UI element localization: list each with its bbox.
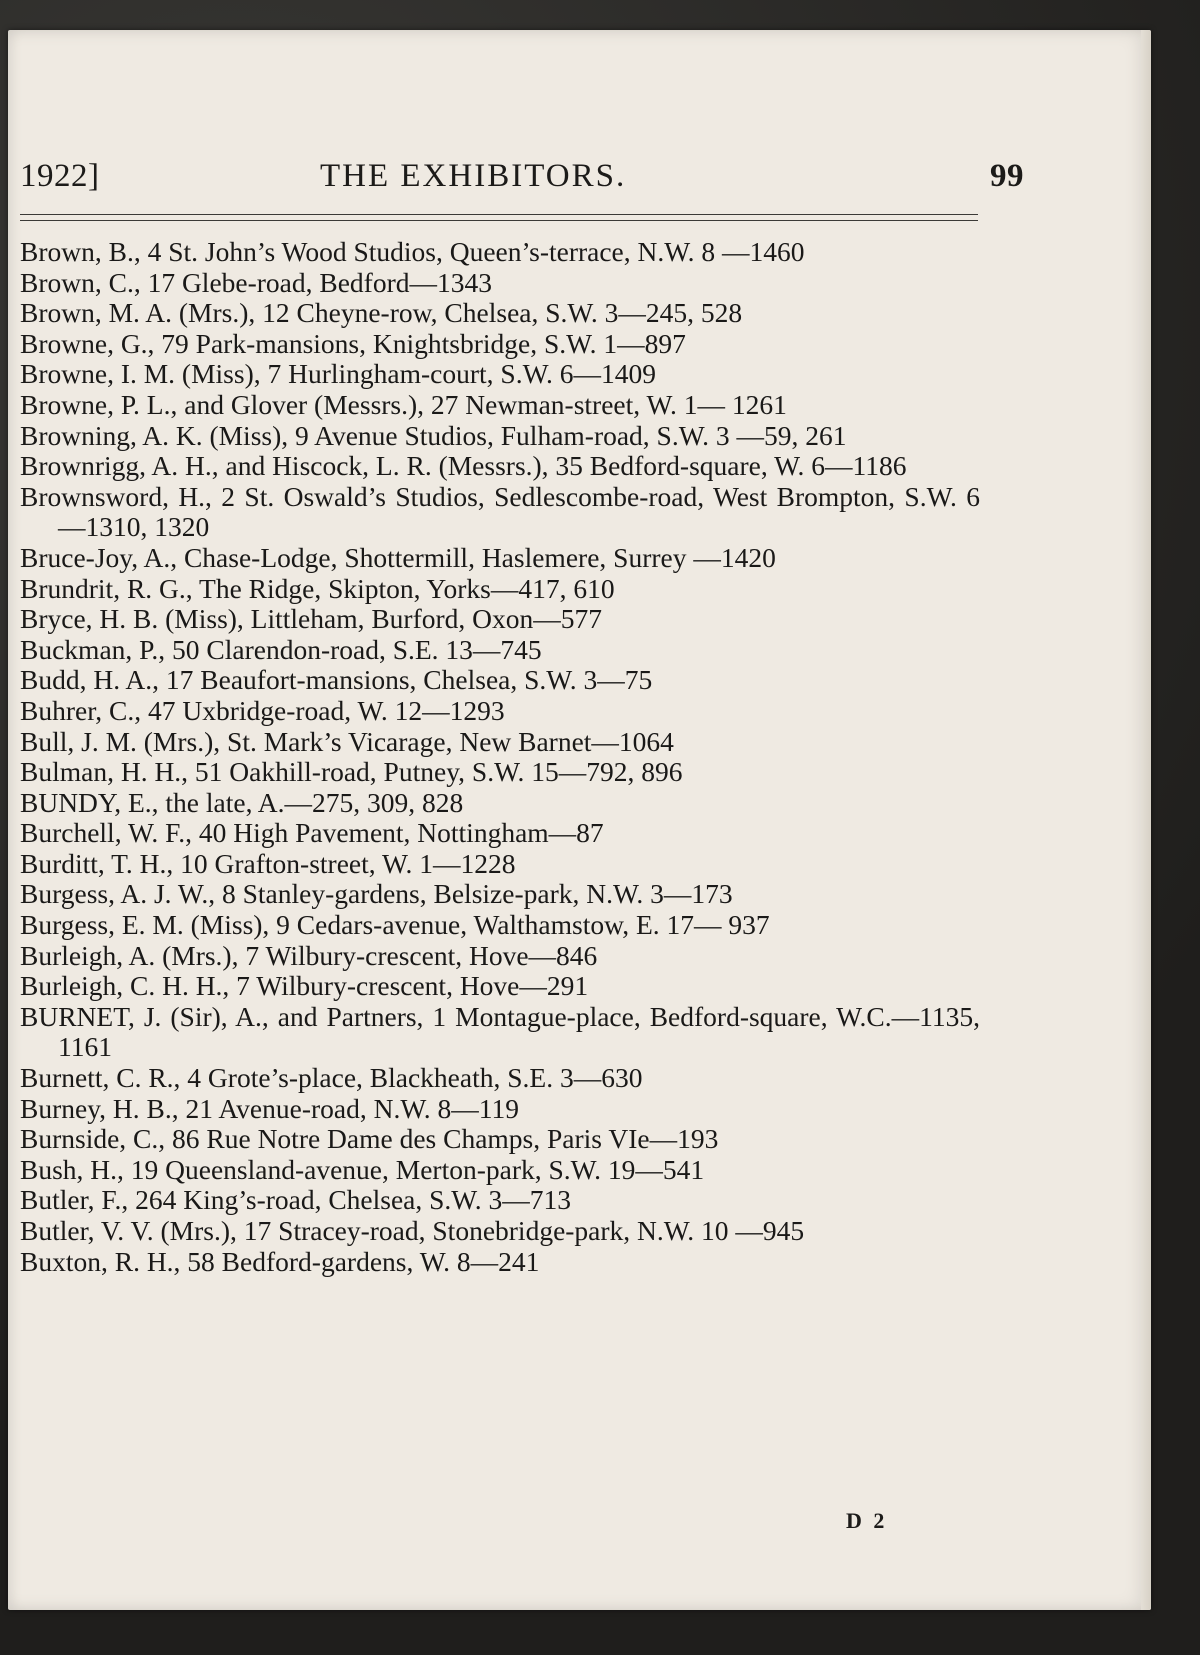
exhibitor-entry: Butler, F., 264 King’s-road, Chelsea, S.W. 3—713	[20, 1184, 571, 1216]
book-page	[8, 30, 1151, 1610]
running-head	[20, 158, 1024, 208]
exhibitor-entry: Buxton, R. H., 58 Bedford-gardens, W. 8—241	[20, 1245, 540, 1277]
page-title: THE EXHIBITORS.	[320, 158, 627, 194]
exhibitor-entry: Bulman, H. H., 51 Oakhill-road, Putney, S.W. 15—792, 896	[20, 756, 683, 788]
exhibitor-entry: Burleigh, A. (Mrs.), 7 Wilbury-crescent, Hove—846	[20, 939, 598, 971]
exhibitor-entry: Burditt, T. H., 10 Grafton-street, W. 1—1228	[20, 847, 516, 879]
exhibitor-entry: Buhrer, C., 47 Uxbridge-road, W. 12—1293	[20, 694, 505, 726]
exhibitor-entry: Burnside, C., 86 Rue Notre Dame des Champs, Paris VIe—193	[20, 1123, 719, 1155]
exhibitor-entry: Brundrit, R. G., The Ridge, Skipton, Yorks—417, 610	[20, 572, 615, 604]
page-number: 99	[990, 158, 1024, 194]
exhibitor-entry: Butler, V. V. (Mrs.), 17 Stracey-road, Stonebridge-park, N.W. 10 —945	[20, 1215, 805, 1246]
exhibitor-entry: Browne, G., 79 Park-mansions, Knightsbridge, S.W. 1—897	[20, 327, 686, 359]
exhibitor-entry: Browne, P. L., and Glover (Messrs.), 27 Newman-street, W. 1— 1261	[20, 388, 787, 420]
exhibitor-entry: Browne, I. M. (Miss), 7 Hurlingham-court, S.W. 6—1409	[20, 358, 657, 390]
exhibitor-entry: Brownsword, H., 2 St. Oswald’s Studios, Sedlescombe-road, West Brompton, S.W. 6—1310, 1320	[20, 480, 980, 543]
exhibitor-entry: Browning, A. K. (Miss), 9 Avenue Studios, Fulham-road, S.W. 3 —59, 261	[20, 419, 847, 451]
header-year: 1922]	[20, 158, 100, 194]
header-rule-top	[20, 214, 978, 215]
exhibitor-entry: Budd, H. A., 17 Beaufort-mansions, Chelsea, S.W. 3—75	[20, 664, 653, 696]
exhibitor-entry: Buckman, P., 50 Clarendon-road, S.E. 13—745	[20, 633, 542, 665]
exhibitor-entry: Brownrigg, A. H., and Hiscock, L. R. (Messrs.), 35 Bedford-square, W. 6—1186	[20, 450, 907, 482]
signature-mark: D 2	[846, 1508, 888, 1533]
exhibitor-entry: BUNDY, E., the late, A.—275, 309, 828	[20, 786, 464, 818]
exhibitor-entry: Brown, M. A. (Mrs.), 12 Cheyne-row, Chelsea, S.W. 3—245, 528	[20, 297, 743, 329]
exhibitor-list	[20, 237, 980, 1277]
exhibitor-entry: Brown, C., 17 Glebe-road, Bedford—1343	[20, 266, 492, 298]
exhibitor-entry: Bull, J. M. (Mrs.), St. Mark’s Vicarage, New Barnet—1064	[20, 725, 674, 757]
exhibitor-entry: BURNET, J. (Sir), A., and Partners, 1 Montague-place, Bedford-square, W.C.—1135, 1161	[20, 1000, 980, 1063]
exhibitor-entry: Burchell, W. F., 40 High Pavement, Nottingham—87	[20, 817, 604, 849]
exhibitor-entry: Burleigh, C. H. H., 7 Wilbury-crescent, Hove—291	[20, 970, 589, 1002]
exhibitor-entry: Brown, B., 4 St. John’s Wood Studios, Queen’s-terrace, N.W. 8 —1460	[20, 236, 805, 267]
header-rule-bottom	[20, 220, 978, 221]
exhibitor-entry: Burgess, A. J. W., 8 Stanley-gardens, Belsize-park, N.W. 3—173	[20, 878, 733, 910]
exhibitor-entry: Bush, H., 19 Queensland-avenue, Merton-park, S.W. 19—541	[20, 1153, 705, 1185]
exhibitor-entry: Burgess, E. M. (Miss), 9 Cedars-avenue, Walthamstow, E. 17— 937	[20, 909, 770, 941]
exhibitor-entry: Burnett, C. R., 4 Grote’s-place, Blackheath, S.E. 3—630	[20, 1062, 643, 1094]
exhibitor-entry: Bryce, H. B. (Miss), Littleham, Burford, Oxon—577	[20, 603, 603, 635]
exhibitor-entry: Bruce-Joy, A., Chase-Lodge, Shottermill, Haslemere, Surrey —1420	[20, 541, 776, 573]
page-edge	[1141, 30, 1151, 1610]
exhibitor-entry: Burney, H. B., 21 Avenue-road, N.W. 8—119	[20, 1092, 520, 1124]
